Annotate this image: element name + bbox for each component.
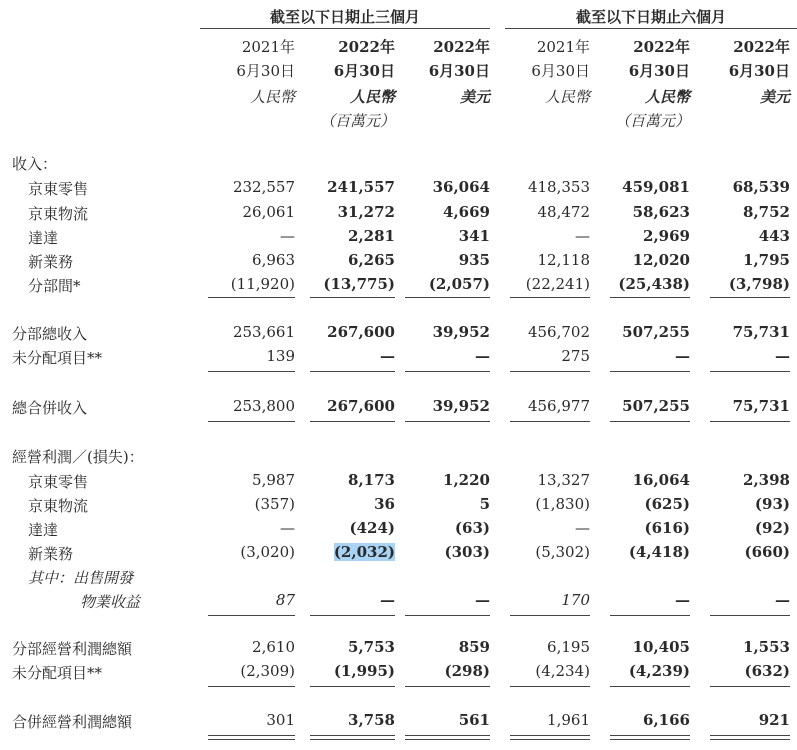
cell-value: (4,239) [628,662,690,680]
table-cell [390,638,490,656]
table-cell [195,495,295,513]
cell-value: — [575,519,590,537]
table-cell [390,471,490,489]
column-unit: 美元 [759,88,790,106]
table-cell [295,227,395,245]
cell-value: 48,472 [537,203,590,221]
table-cell [490,227,590,245]
table-cell [490,638,590,656]
cell-value: (25,438) [618,275,690,293]
column-date: 6月30日 [333,62,395,80]
table-cell [390,203,490,221]
cell-value: 921 [758,711,790,729]
table-cell [195,347,295,365]
cell-value: (2,309) [240,662,295,680]
cell-value: 935 [458,251,490,269]
rule-line [710,371,790,372]
table-cell [195,251,295,269]
table-cell [195,227,295,245]
cell-value: (63) [454,519,490,537]
row-label: 未分配項目** [12,349,103,367]
cell-value: (616) [644,519,690,537]
rule-line [405,686,490,687]
rule-line [510,421,590,422]
column-year: 2022年 [633,38,690,56]
rule-line [310,735,395,736]
table-cell [590,519,690,537]
table-cell [490,275,590,293]
column-year: 2021年 [536,38,590,56]
cell-value: 561 [458,711,490,729]
table-cell [390,519,490,537]
row-label: 京東物流 [28,497,89,515]
rule-line [610,739,690,740]
row-label: 分部總收入 [12,325,88,343]
cell-value: 58,623 [632,203,690,221]
table-cell [195,519,295,537]
table-cell [195,323,295,341]
cell-value: (3,020) [240,543,295,561]
table-cell [390,347,490,365]
column-unit: 人民幣 [249,88,295,106]
cell-value: (303) [444,543,490,561]
column-date: 6月30日 [531,62,590,80]
column-unit: 美元 [459,88,490,106]
cell-value: 301 [266,711,295,729]
table-cell [490,495,590,513]
row-label: 新業務 [28,545,74,563]
table-cell [490,178,590,196]
cell-value: 36,064 [432,178,490,196]
rule-line [405,371,490,372]
cell-value: 267,600 [327,397,395,415]
cell-value: 2,398 [743,471,790,489]
cell-value: — [280,227,295,245]
table-cell [490,323,590,341]
table-cell [690,495,790,513]
table-cell [195,471,295,489]
cell-value: (2,032) [333,543,395,561]
rule-line [610,421,690,422]
table-cell [590,638,690,656]
table-cell [390,251,490,269]
table-cell [295,495,395,513]
cell-value: 1,220 [443,471,490,489]
group-underline [200,28,490,29]
table-cell [690,347,790,365]
column-date: 6月30日 [628,62,690,80]
cell-value: 232,557 [232,178,295,196]
column-unit-sub: （百萬元） [319,112,395,130]
cell-value: 12,118 [537,251,590,269]
table-cell [390,711,490,729]
table-cell [590,543,690,561]
rule-line [405,421,490,422]
cell-value: — [380,591,395,609]
cell-value: — [675,347,690,365]
cell-value: (357) [254,495,295,513]
table-cell [390,591,490,609]
cell-value: (1,995) [333,662,395,680]
cell-value: 139 [266,347,295,365]
column-year: 2022年 [433,38,490,56]
table-cell [295,638,395,656]
rule-line [208,615,295,616]
cell-value: 6,166 [643,711,690,729]
rule-line [610,371,690,372]
table-cell [690,711,790,729]
cell-value: (1,830) [535,495,590,513]
table-cell [390,543,490,561]
row-label: 分部間* [28,277,81,295]
table-cell [295,275,395,293]
cell-value: 8,752 [743,203,790,221]
table-cell [390,397,490,415]
rule-line [710,739,790,740]
table-cell [195,662,295,680]
table-cell [295,251,395,269]
rule-line [405,739,490,740]
table-cell [690,203,790,221]
table-cell [590,203,690,221]
table-cell [490,203,590,221]
table-cell [690,397,790,415]
cell-value: (625) [644,495,690,513]
cell-value: 456,702 [527,323,590,341]
row-label: 達達 [28,229,59,247]
cell-value: 859 [458,638,490,656]
cell-value: (93) [754,495,790,513]
rule-line [310,686,395,687]
table-cell [690,543,790,561]
cell-value: (4,234) [535,662,590,680]
rule-line [710,615,790,616]
column-date: 6月30日 [428,62,490,80]
cell-value: 39,952 [432,323,490,341]
table-cell [590,227,690,245]
cell-value: 8,173 [348,471,395,489]
cell-value: — [775,591,790,609]
table-cell [690,591,790,609]
group-header-six-months: 截至以下日期止六個月 [575,8,726,26]
cell-value: 39,952 [432,397,490,415]
table-cell [295,591,395,609]
cell-value: (660) [744,543,790,561]
group-header-three-months: 截至以下日期止三個月 [269,8,420,26]
table-cell [490,347,590,365]
cell-value: — [475,347,490,365]
cell-value: 6,963 [252,251,295,269]
row-label: 新業務 [28,253,74,271]
table-cell [490,662,590,680]
cell-value: 2,281 [348,227,395,245]
row-label: 未分配項目** [12,664,103,682]
cell-value: 5,753 [348,638,395,656]
cell-value: 12,020 [632,251,690,269]
table-cell [295,662,395,680]
table-cell [195,178,295,196]
table-cell [490,397,590,415]
cell-value: — [775,347,790,365]
cell-value: 6,195 [547,638,590,656]
cell-value: 1,961 [547,711,590,729]
cell-value: 507,255 [622,397,690,415]
table-cell [490,591,590,609]
cell-value: 241,557 [327,178,395,196]
column-unit: 人民幣 [349,88,395,106]
cell-value: 507,255 [622,323,690,341]
table-cell [590,347,690,365]
rule-line [610,686,690,687]
table-cell [195,203,295,221]
rule-line [610,615,690,616]
row-label: 京東零售 [28,180,89,198]
rule-line [310,615,395,616]
table-cell [490,519,590,537]
cell-value: 75,731 [732,323,790,341]
table-cell [690,251,790,269]
table-cell [690,662,790,680]
table-cell [390,323,490,341]
cell-value: 253,661 [232,323,295,341]
rule-line [405,615,490,616]
cell-value: — [675,591,690,609]
cell-value: (424) [349,519,395,537]
column-unit-sub: （百萬元） [614,112,690,130]
table-cell [295,519,395,537]
cell-value: 275 [561,347,590,365]
cell-value: (632) [744,662,790,680]
column-date: 6月30日 [728,62,790,80]
cell-value: 170 [561,591,590,609]
table-cell [690,519,790,537]
rule-line [710,735,790,736]
table-cell [295,178,395,196]
table-cell [590,251,690,269]
cell-value: 2,969 [643,227,690,245]
cell-value: 87 [275,591,295,609]
table-cell [195,591,295,609]
rule-line [510,297,590,298]
table-cell [295,397,395,415]
rule-line [208,686,295,687]
table-cell [295,543,395,561]
cell-value: — [380,347,395,365]
cell-value: — [280,519,295,537]
row-label: 達達 [28,521,59,539]
cell-value: 1,795 [743,251,790,269]
cell-value: — [575,227,590,245]
cell-value: 2,610 [252,638,295,656]
cell-value: 253,800 [232,397,295,415]
table-cell [590,471,690,489]
cell-value: (3,798) [728,275,790,293]
cell-value: 267,600 [327,323,395,341]
cell-value: 418,353 [527,178,590,196]
table-cell [195,397,295,415]
table-cell [590,495,690,513]
table-cell [295,323,395,341]
rule-line [208,739,295,740]
table-cell [295,203,395,221]
row-label: 其中：出售開發 [28,569,134,587]
table-cell [690,323,790,341]
rule-line [405,297,490,298]
table-cell [195,711,295,729]
table-cell [690,275,790,293]
table-cell [590,662,690,680]
table-cell [295,711,395,729]
cell-value: 3,758 [348,711,395,729]
rule-line [710,421,790,422]
cell-value: 456,977 [527,397,590,415]
table-cell [690,638,790,656]
table-cell [590,397,690,415]
group-underline [505,28,797,29]
cell-value: 4,669 [443,203,490,221]
cell-value: 1,553 [743,638,790,656]
cell-value: 5 [479,495,490,513]
cell-value: (11,920) [230,275,295,293]
rule-line [310,297,395,298]
rule-line [510,615,590,616]
table-cell [490,471,590,489]
cell-value: (4,418) [628,543,690,561]
table-cell [390,178,490,196]
column-date: 6月30日 [236,62,295,80]
cell-value: (298) [444,662,490,680]
cell-value: 75,731 [732,397,790,415]
row-label: 總合併收入 [12,399,88,417]
cell-value: 68,539 [732,178,790,196]
table-cell [590,711,690,729]
table-cell [390,495,490,513]
table-cell [590,323,690,341]
rule-line [710,297,790,298]
cell-value: 13,327 [537,471,590,489]
table-cell [295,471,395,489]
cell-value: 6,265 [348,251,395,269]
rule-line [208,297,295,298]
cell-value: 10,405 [632,638,690,656]
column-year: 2022年 [733,38,790,56]
cell-value: (5,302) [535,543,590,561]
row-label: 京東零售 [28,473,89,491]
rule-line [310,739,395,740]
cell-value: (13,775) [323,275,395,293]
cell-value: 5,987 [252,471,295,489]
row-label: 分部經營利潤總額 [12,640,133,658]
column-year: 2022年 [338,38,395,56]
rule-line [310,371,395,372]
table-cell [295,347,395,365]
table-cell [390,275,490,293]
cell-value: 16,064 [632,471,690,489]
table-cell [690,227,790,245]
table-cell [690,471,790,489]
rule-line [208,735,295,736]
rule-line [310,421,395,422]
table-cell [590,591,690,609]
table-cell [490,711,590,729]
rule-line [510,371,590,372]
cell-value: (22,241) [525,275,590,293]
rule-line [405,735,490,736]
cell-value: 341 [458,227,490,245]
row-label: 物業收益 [80,593,141,611]
cell-value: 26,061 [242,203,295,221]
row-label: 合併經營利潤總額 [12,713,133,731]
row-label: 經營利潤／(損失)： [12,448,144,466]
table-cell [590,275,690,293]
table-cell [490,543,590,561]
row-label: 收入： [12,155,58,173]
rule-line [510,739,590,740]
rule-line [510,686,590,687]
cell-value: — [475,591,490,609]
cell-value: 443 [758,227,790,245]
table-cell [690,178,790,196]
column-unit: 人民幣 [544,88,590,106]
rule-line [208,371,295,372]
table-cell [195,543,295,561]
table-cell [195,638,295,656]
cell-value: 459,081 [622,178,690,196]
table-cell [390,227,490,245]
rule-line [610,735,690,736]
rule-line [510,735,590,736]
rule-line [208,421,295,422]
row-label: 京東物流 [28,205,89,223]
rule-line [710,686,790,687]
column-unit: 人民幣 [644,88,690,106]
table-cell [490,251,590,269]
cell-value: (2,057) [428,275,490,293]
cell-value: 31,272 [337,203,395,221]
table-cell [590,178,690,196]
cell-value: 36 [374,495,395,513]
table-cell [390,662,490,680]
column-year: 2021年 [241,38,295,56]
rule-line [610,297,690,298]
cell-value: (92) [754,519,790,537]
table-cell [195,275,295,293]
